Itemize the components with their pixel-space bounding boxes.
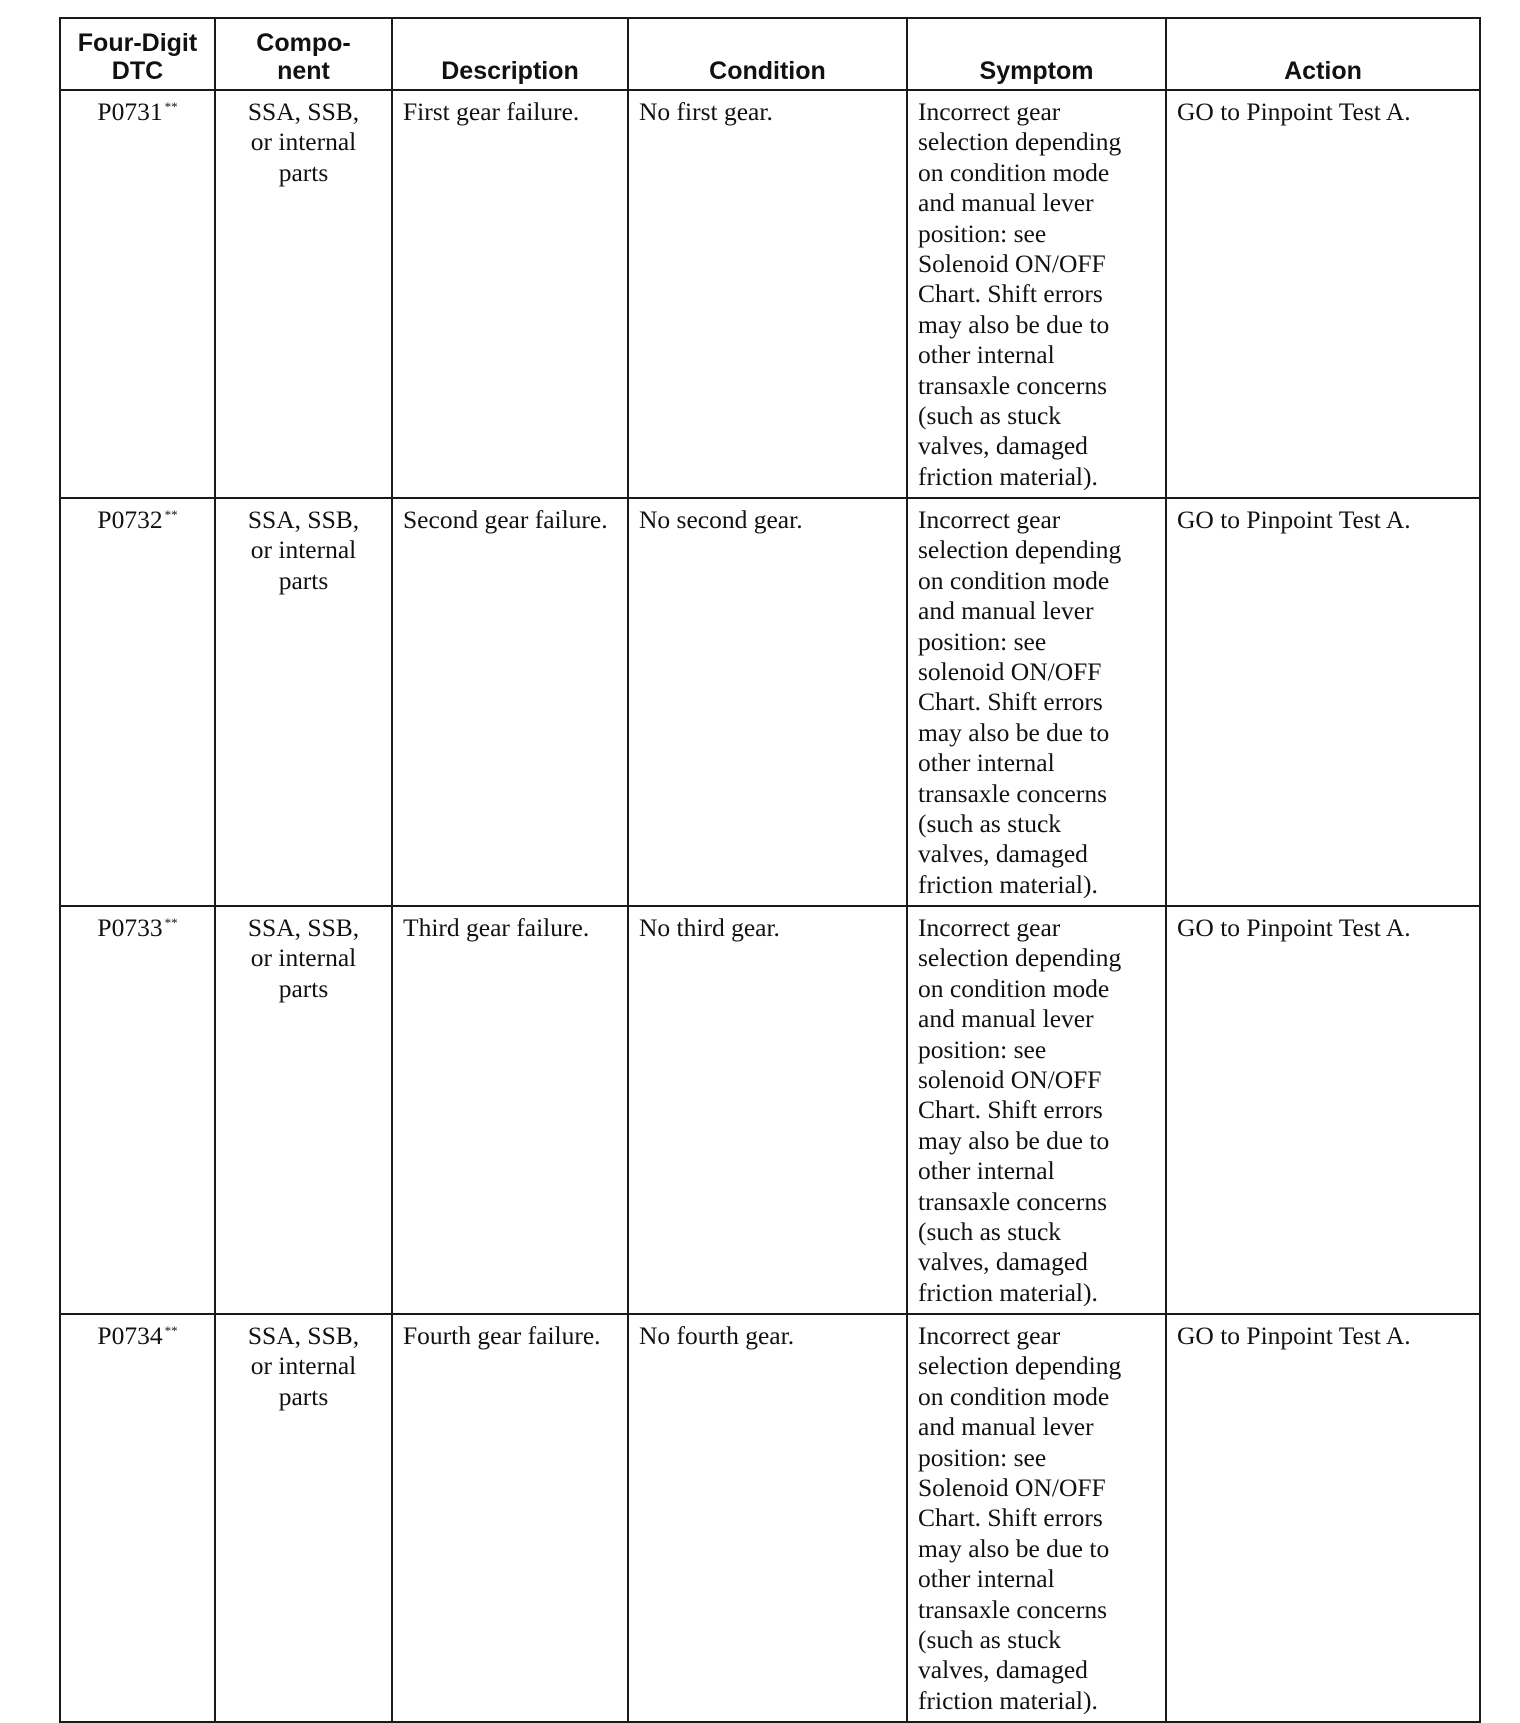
symptom-line: other internal [918, 1564, 1055, 1594]
condition-cell: No first gear. [628, 90, 907, 498]
description-cell: Fourth gear failure. [392, 1314, 628, 1722]
symptom-line: Chart. Shift errors [918, 1503, 1103, 1533]
description-cell: First gear failure. [392, 90, 628, 498]
symptom-line: Chart. Shift errors [918, 687, 1103, 717]
symptom-line: (such as stuck [918, 809, 1062, 839]
table-row [60, 90, 1480, 498]
symptom-line: Incorrect gear [918, 97, 1061, 126]
component-line: parts [278, 157, 329, 187]
component-line: or internal [250, 1351, 357, 1381]
symptom-line: solenoid ON/OFF [918, 657, 1102, 687]
symptom-cell [907, 90, 1166, 498]
symptom-line: position: see [918, 1034, 1047, 1064]
condition-cell: No fourth gear. [628, 1314, 907, 1722]
header-action: Action [1166, 18, 1480, 90]
table-row [60, 1314, 1480, 1722]
symptom-line: friction material). [918, 461, 1098, 491]
table-row [60, 498, 1480, 906]
footnote-marker: ** [164, 914, 178, 930]
symptom-line: valves, damaged [918, 1247, 1088, 1277]
symptom-line: may also be due to [918, 1533, 1110, 1563]
dtc-code: P0731 [97, 97, 163, 126]
symptom-line: on condition mode [918, 973, 1110, 1003]
symptom-line: valves, damaged [918, 1655, 1088, 1685]
symptom-line: (such as stuck [918, 1217, 1062, 1247]
symptom-line: on condition mode [918, 157, 1110, 187]
symptom-line: transaxle concerns [918, 370, 1108, 400]
symptom-line: friction material). [918, 1277, 1098, 1307]
symptom-line: transaxle concerns [918, 1186, 1108, 1216]
component-line: parts [278, 973, 329, 1003]
header-dtc-line1: Four-Digit [77, 29, 198, 57]
action-cell: GO to Pinpoint Test A. [1166, 498, 1480, 906]
action-cell: GO to Pinpoint Test A. [1166, 90, 1480, 498]
symptom-line: Chart. Shift errors [918, 1095, 1103, 1125]
symptom-line: Chart. Shift errors [918, 279, 1103, 309]
symptom-line: valves, damaged [918, 839, 1088, 869]
symptom-line: and manual lever [918, 596, 1094, 626]
symptom-line: Solenoid ON/OFF [918, 1473, 1106, 1503]
header-row [60, 18, 1480, 90]
symptom-line: friction material). [918, 1685, 1098, 1715]
component-line: parts [278, 565, 329, 595]
action-cell: GO to Pinpoint Test A. [1166, 906, 1480, 1314]
table-row [60, 906, 1480, 1314]
component-line: or internal [250, 127, 357, 157]
symptom-line: may also be due to [918, 717, 1110, 747]
symptom-line: on condition mode [918, 565, 1110, 595]
header-dtc [60, 18, 215, 90]
symptom-cell [907, 498, 1166, 906]
dtc-code: P0733 [97, 913, 163, 942]
symptom-cell [907, 1314, 1166, 1722]
symptom-line: Incorrect gear [918, 913, 1061, 942]
dtc-code: P0732 [97, 505, 163, 534]
header-condition: Condition [628, 18, 907, 90]
symptom-line: other internal [918, 748, 1055, 778]
dtc-code-cell [60, 906, 215, 1314]
symptom-line: may also be due to [918, 1125, 1110, 1155]
dtc-table [59, 17, 1481, 1723]
footnote-marker: ** [164, 98, 178, 114]
symptom-line: Incorrect gear [918, 1321, 1061, 1350]
symptom-line: valves, damaged [918, 431, 1088, 461]
symptom-line: (such as stuck [918, 1625, 1062, 1655]
header-dtc-line2: DTC [111, 57, 164, 85]
symptom-line: position: see [918, 626, 1047, 656]
symptom-line: other internal [918, 1156, 1055, 1186]
symptom-line: selection depending [918, 943, 1122, 973]
footnote-marker: ** [164, 506, 178, 522]
symptom-line: transaxle concerns [918, 778, 1108, 808]
symptom-cell [907, 906, 1166, 1314]
symptom-line: solenoid ON/OFF [918, 1065, 1102, 1095]
component-line: parts [278, 1381, 329, 1411]
symptom-line: transaxle concerns [918, 1594, 1108, 1624]
symptom-line: selection depending [918, 1351, 1122, 1381]
component-line: or internal [250, 535, 357, 565]
header-component-line2: nent [277, 57, 330, 85]
dtc-code-cell [60, 498, 215, 906]
symptom-line: selection depending [918, 127, 1122, 157]
condition-cell: No second gear. [628, 498, 907, 906]
symptom-line: Incorrect gear [918, 505, 1061, 534]
symptom-line: and manual lever [918, 1412, 1094, 1442]
condition-cell: No third gear. [628, 906, 907, 1314]
symptom-line: position: see [918, 1442, 1047, 1472]
symptom-line: other internal [918, 340, 1055, 370]
symptom-line: (such as stuck [918, 401, 1062, 431]
symptom-line: friction material). [918, 869, 1098, 899]
symptom-line: selection depending [918, 535, 1122, 565]
header-component [215, 18, 392, 90]
description-cell: Third gear failure. [392, 906, 628, 1314]
component-line: or internal [250, 943, 357, 973]
dtc-code-cell [60, 90, 215, 498]
symptom-line: may also be due to [918, 309, 1110, 339]
component-line: SSA, SSB, [247, 1321, 360, 1350]
dtc-code: P0734 [97, 1321, 163, 1350]
symptom-line: Solenoid ON/OFF [918, 249, 1106, 279]
component-cell [215, 90, 392, 498]
symptom-line: and manual lever [918, 1004, 1094, 1034]
header-component-line1: Compo- [256, 29, 351, 57]
symptom-line: on condition mode [918, 1381, 1110, 1411]
header-symptom: Symptom [907, 18, 1166, 90]
symptom-line: position: see [918, 218, 1047, 248]
symptom-line: and manual lever [918, 188, 1094, 218]
header-description: Description [392, 18, 628, 90]
component-cell [215, 906, 392, 1314]
component-line: SSA, SSB, [247, 97, 360, 126]
description-cell: Second gear failure. [392, 498, 628, 906]
dtc-code-cell [60, 1314, 215, 1722]
action-cell: GO to Pinpoint Test A. [1166, 1314, 1480, 1722]
component-line: SSA, SSB, [247, 913, 360, 942]
component-cell [215, 498, 392, 906]
component-cell [215, 1314, 392, 1722]
component-line: SSA, SSB, [247, 505, 360, 534]
footnote-marker: ** [164, 1322, 178, 1338]
